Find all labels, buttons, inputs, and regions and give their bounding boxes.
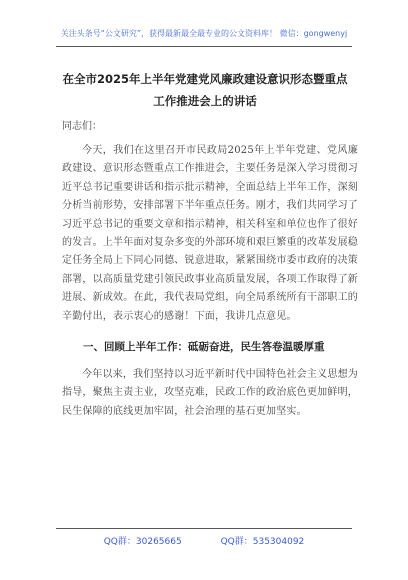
- qq-group-1: QQ群：30265665: [103, 537, 182, 547]
- document-title: 在全市2025年上半年党建党风廉政建设意识形态暨重点工作推进会上的讲话: [62, 72, 348, 108]
- header-note: 关注头条号“公文研究”，获得最新最全最专业的公文资料库！ 微信：gongwenyj: [60, 29, 348, 38]
- footer-divider: [56, 528, 352, 529]
- document-body: [62, 118, 358, 421]
- footer-contacts: [0, 534, 408, 547]
- qq-group-2: QQ群：535304092: [220, 537, 305, 547]
- intro-paragraph: 今天，我们在这里召开市民政局2025年上半年党建、党风廉政建设、意识形态暨重点工作推进会，主要任务是深入学习贯彻习近平总书记重要讲话和指示批示精神，全面总结上半年工作，深刻分析当前形势，安排部署下半年重点任务。刚才，我们共同学习了习近平总书记的重要文章和指示精神，相关科室和单位也作了很好的发言。上半年面对复杂多变的外部环境和艰巨繁重的改革发展稳定任务全局上下同心同德、锐意进取，紧紧围绕市委市政府的决策部署，以高质量党建引领民政事业高质量发展，各项工作取得了新进展、新成效。在此，我代表局党组，向全局系统所有干部职工的辛勤付出，表示衷心的感谢！下面，我讲几点意见。: [62, 145, 358, 322]
- salutation: 同志们：: [62, 121, 102, 132]
- header-divider: [56, 46, 352, 47]
- section-heading: 一、回顾上半年工作：砥砺奋进，民生答卷温暖厚重: [83, 341, 325, 354]
- section-paragraph: 今年以来，我们坚持以习近平新时代中国特色社会主义思想为指导，聚焦主责主业，攻坚克难，民政工作的政治底色更加鲜明，民生保障的底线更加牢固，社会治理的基石更加坚实。: [62, 369, 358, 417]
